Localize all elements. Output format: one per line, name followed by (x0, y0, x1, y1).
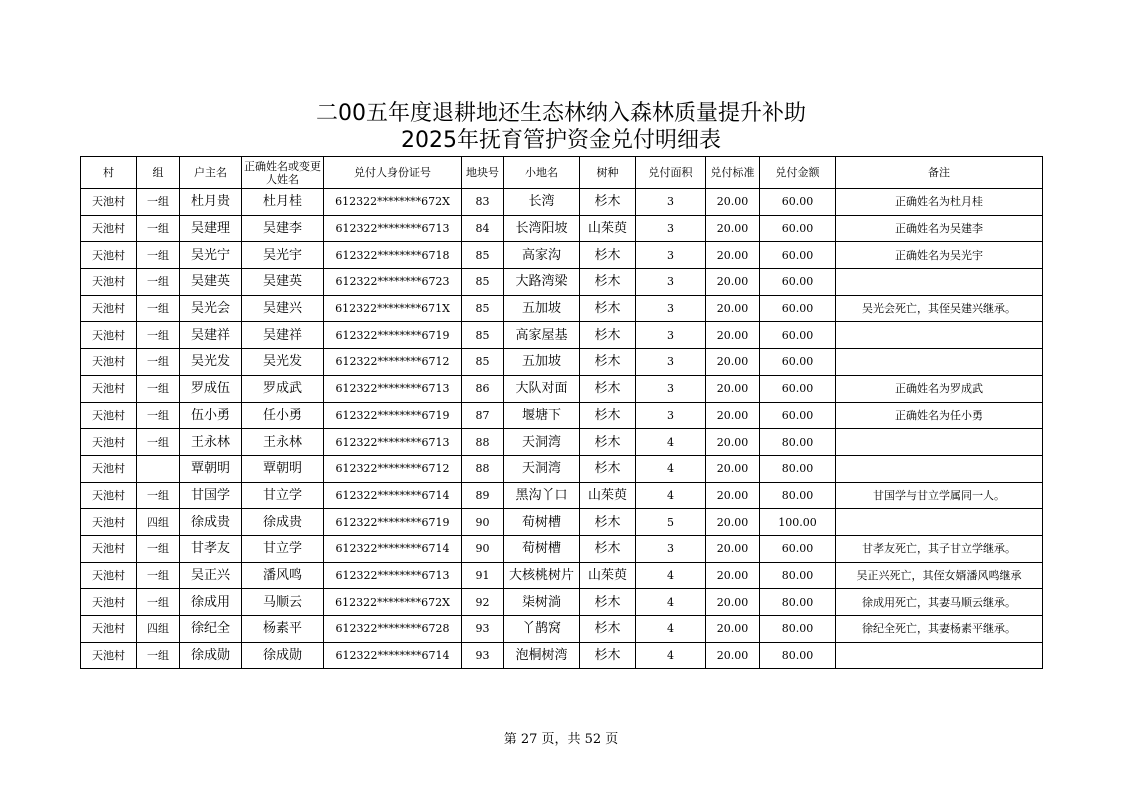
cell-standard: 20.00 (706, 375, 760, 402)
cell-group: 一组 (137, 269, 180, 296)
cell-plot-number: 92 (462, 589, 504, 616)
cell-tree-species: 杉木 (580, 189, 636, 216)
cell-amount: 80.00 (760, 562, 836, 589)
payment-table (80, 156, 1043, 669)
table-row (81, 322, 1043, 349)
cell-place-name: 天洞湾 (504, 429, 580, 456)
cell-standard: 20.00 (706, 402, 760, 429)
cell-village: 天池村 (81, 402, 137, 429)
cell-place-name: 堰塘下 (504, 402, 580, 429)
cell-householder: 甘孝友 (180, 535, 242, 562)
cell-tree-species: 山茱萸 (580, 482, 636, 509)
cell-householder: 罗成伍 (180, 375, 242, 402)
cell-area: 4 (636, 642, 706, 669)
cell-group: 一组 (137, 322, 180, 349)
cell-area: 3 (636, 402, 706, 429)
cell-village: 天池村 (81, 189, 137, 216)
cell-place-name: 天洞湾 (504, 455, 580, 482)
page-number: 第 27 页，共 52 页 (503, 732, 619, 747)
cell-place-name: 长湾阳坡 (504, 215, 580, 242)
cell-village: 天池村 (81, 642, 137, 669)
cell-place-name: 大核桃树片 (504, 562, 580, 589)
col-header-id-number: 兑付人身份证号 (324, 157, 462, 189)
cell-id-number: 612322********6719 (324, 509, 462, 536)
cell-tree-species: 杉木 (580, 295, 636, 322)
cell-remarks (836, 322, 1043, 349)
cell-standard: 20.00 (706, 215, 760, 242)
cell-place-name: 荀树槽 (504, 509, 580, 536)
cell-tree-species: 杉木 (580, 429, 636, 456)
cell-village: 天池村 (81, 269, 137, 296)
cell-tree-species: 杉木 (580, 509, 636, 536)
cell-remarks: 正确姓名为任小勇 (836, 402, 1043, 429)
cell-householder: 吴建祥 (180, 322, 242, 349)
cell-correct-name: 杜月桂 (242, 189, 324, 216)
cell-amount: 80.00 (760, 642, 836, 669)
table-row (81, 589, 1043, 616)
cell-area: 3 (636, 295, 706, 322)
cell-standard: 20.00 (706, 295, 760, 322)
cell-householder: 徐纪全 (180, 616, 242, 643)
cell-group: 一组 (137, 429, 180, 456)
table-row (81, 509, 1043, 536)
cell-village: 天池村 (81, 482, 137, 509)
cell-id-number: 612322********6713 (324, 215, 462, 242)
cell-standard: 20.00 (706, 535, 760, 562)
cell-id-number: 612322********6714 (324, 535, 462, 562)
cell-village: 天池村 (81, 616, 137, 643)
cell-area: 3 (636, 322, 706, 349)
cell-group: 一组 (137, 375, 180, 402)
table-row (81, 616, 1043, 643)
table-row (81, 429, 1043, 456)
cell-place-name: 柒树淌 (504, 589, 580, 616)
col-header-standard: 兑付标准 (706, 157, 760, 189)
cell-area: 3 (636, 535, 706, 562)
cell-remarks (836, 642, 1043, 669)
cell-remarks (836, 429, 1043, 456)
cell-householder: 吴建英 (180, 269, 242, 296)
cell-area: 4 (636, 616, 706, 643)
cell-standard: 20.00 (706, 242, 760, 269)
cell-amount: 80.00 (760, 455, 836, 482)
table-row (81, 189, 1043, 216)
cell-correct-name: 马顺云 (242, 589, 324, 616)
cell-tree-species: 杉木 (580, 402, 636, 429)
cell-group: 一组 (137, 215, 180, 242)
cell-village: 天池村 (81, 375, 137, 402)
cell-plot-number: 85 (462, 269, 504, 296)
col-header-correct-name: 正确姓名或变更人姓名 (242, 157, 324, 189)
table-row (81, 562, 1043, 589)
cell-standard: 20.00 (706, 322, 760, 349)
cell-village: 天池村 (81, 295, 137, 322)
cell-group: 一组 (137, 349, 180, 376)
cell-tree-species: 杉木 (580, 269, 636, 296)
cell-plot-number: 83 (462, 189, 504, 216)
col-header-tree-species: 树种 (580, 157, 636, 189)
cell-id-number: 612322********6712 (324, 455, 462, 482)
cell-amount: 60.00 (760, 535, 836, 562)
title-line-1: 二00五年度退耕地还生态林纳入森林质量提升补助 (316, 101, 806, 126)
cell-tree-species: 杉木 (580, 616, 636, 643)
col-header-village: 村 (81, 157, 137, 189)
col-header-group: 组 (137, 157, 180, 189)
cell-group: 一组 (137, 295, 180, 322)
cell-group: 一组 (137, 189, 180, 216)
cell-plot-number: 89 (462, 482, 504, 509)
cell-area: 4 (636, 482, 706, 509)
cell-remarks: 甘孝友死亡，其子甘立学继承。 (836, 535, 1043, 562)
cell-householder: 徐成勋 (180, 642, 242, 669)
cell-plot-number: 90 (462, 535, 504, 562)
cell-householder: 徐成贵 (180, 509, 242, 536)
cell-tree-species: 杉木 (580, 322, 636, 349)
cell-remarks (836, 509, 1043, 536)
cell-remarks: 正确姓名为吴光宇 (836, 242, 1043, 269)
cell-village: 天池村 (81, 242, 137, 269)
cell-householder: 徐成用 (180, 589, 242, 616)
cell-group: 一组 (137, 642, 180, 669)
cell-amount: 80.00 (760, 429, 836, 456)
table-header-row (81, 157, 1043, 189)
col-header-place-name: 小地名 (504, 157, 580, 189)
cell-correct-name: 吴建兴 (242, 295, 324, 322)
col-header-amount: 兑付金额 (760, 157, 836, 189)
cell-correct-name: 徐成贵 (242, 509, 324, 536)
cell-place-name: 五加坡 (504, 295, 580, 322)
cell-correct-name: 王永林 (242, 429, 324, 456)
cell-remarks (836, 349, 1043, 376)
cell-place-name: 黑沟丫口 (504, 482, 580, 509)
cell-correct-name: 甘立学 (242, 482, 324, 509)
table-row (81, 642, 1043, 669)
col-header-plot-number: 地块号 (462, 157, 504, 189)
cell-standard: 20.00 (706, 269, 760, 296)
cell-amount: 60.00 (760, 295, 836, 322)
cell-village: 天池村 (81, 215, 137, 242)
cell-plot-number: 88 (462, 455, 504, 482)
title-line-2: 2025年抚育管护资金兑付明细表 (401, 128, 721, 153)
cell-tree-species: 杉木 (580, 375, 636, 402)
cell-remarks: 甘国学与甘立学属同一人。 (836, 482, 1043, 509)
cell-correct-name: 任小勇 (242, 402, 324, 429)
cell-group (137, 455, 180, 482)
cell-householder: 吴光会 (180, 295, 242, 322)
cell-amount: 60.00 (760, 215, 836, 242)
cell-group: 一组 (137, 562, 180, 589)
cell-group: 四组 (137, 509, 180, 536)
cell-remarks: 吴光会死亡，其侄吴建兴继承。 (836, 295, 1043, 322)
cell-plot-number: 86 (462, 375, 504, 402)
cell-id-number: 612322********672X (324, 189, 462, 216)
cell-plot-number: 91 (462, 562, 504, 589)
cell-plot-number: 85 (462, 349, 504, 376)
col-header-householder: 户主名 (180, 157, 242, 189)
cell-amount: 80.00 (760, 589, 836, 616)
cell-id-number: 612322********6712 (324, 349, 462, 376)
cell-amount: 60.00 (760, 189, 836, 216)
cell-remarks: 徐成用死亡，其妻马顺云继承。 (836, 589, 1043, 616)
cell-group: 一组 (137, 242, 180, 269)
table-row (81, 402, 1043, 429)
cell-amount: 80.00 (760, 482, 836, 509)
cell-id-number: 612322********6723 (324, 269, 462, 296)
cell-householder: 王永林 (180, 429, 242, 456)
cell-village: 天池村 (81, 349, 137, 376)
cell-amount: 80.00 (760, 616, 836, 643)
cell-householder: 吴建理 (180, 215, 242, 242)
cell-plot-number: 85 (462, 242, 504, 269)
cell-remarks: 正确姓名为吴建李 (836, 215, 1043, 242)
cell-area: 4 (636, 429, 706, 456)
cell-village: 天池村 (81, 322, 137, 349)
cell-householder: 吴光宁 (180, 242, 242, 269)
cell-group: 一组 (137, 402, 180, 429)
cell-householder: 覃朝明 (180, 455, 242, 482)
cell-place-name: 泡桐树湾 (504, 642, 580, 669)
cell-area: 3 (636, 215, 706, 242)
cell-plot-number: 93 (462, 642, 504, 669)
cell-id-number: 612322********6719 (324, 402, 462, 429)
cell-remarks (836, 455, 1043, 482)
cell-group: 一组 (137, 535, 180, 562)
cell-tree-species: 杉木 (580, 535, 636, 562)
cell-correct-name: 覃朝明 (242, 455, 324, 482)
cell-plot-number: 84 (462, 215, 504, 242)
cell-area: 3 (636, 189, 706, 216)
cell-standard: 20.00 (706, 189, 760, 216)
cell-area: 3 (636, 242, 706, 269)
cell-place-name: 丫鹊窝 (504, 616, 580, 643)
cell-standard: 20.00 (706, 455, 760, 482)
cell-amount: 100.00 (760, 509, 836, 536)
cell-plot-number: 85 (462, 295, 504, 322)
cell-standard: 20.00 (706, 616, 760, 643)
cell-householder: 吴光发 (180, 349, 242, 376)
cell-plot-number: 93 (462, 616, 504, 643)
cell-correct-name: 杨素平 (242, 616, 324, 643)
cell-place-name: 大路湾梁 (504, 269, 580, 296)
cell-correct-name: 甘立学 (242, 535, 324, 562)
cell-standard: 20.00 (706, 509, 760, 536)
table-row (81, 482, 1043, 509)
cell-remarks: 正确姓名为罗成武 (836, 375, 1043, 402)
cell-standard: 20.00 (706, 349, 760, 376)
cell-standard: 20.00 (706, 482, 760, 509)
table-row (81, 242, 1043, 269)
cell-place-name: 荀树槽 (504, 535, 580, 562)
cell-amount: 60.00 (760, 349, 836, 376)
cell-plot-number: 90 (462, 509, 504, 536)
cell-amount: 60.00 (760, 242, 836, 269)
cell-standard: 20.00 (706, 589, 760, 616)
cell-village: 天池村 (81, 509, 137, 536)
cell-group: 一组 (137, 589, 180, 616)
cell-tree-species: 杉木 (580, 242, 636, 269)
cell-place-name: 五加坡 (504, 349, 580, 376)
cell-id-number: 612322********6713 (324, 375, 462, 402)
cell-village: 天池村 (81, 562, 137, 589)
cell-remarks: 徐纪全死亡，其妻杨素平继承。 (836, 616, 1043, 643)
cell-area: 4 (636, 562, 706, 589)
cell-amount: 60.00 (760, 322, 836, 349)
cell-place-name: 大队对面 (504, 375, 580, 402)
cell-id-number: 612322********672X (324, 589, 462, 616)
cell-correct-name: 吴建李 (242, 215, 324, 242)
cell-id-number: 612322********6714 (324, 642, 462, 669)
cell-id-number: 612322********6713 (324, 429, 462, 456)
cell-amount: 60.00 (760, 402, 836, 429)
cell-correct-name: 罗成武 (242, 375, 324, 402)
cell-correct-name: 吴光宇 (242, 242, 324, 269)
cell-standard: 20.00 (706, 562, 760, 589)
cell-area: 5 (636, 509, 706, 536)
cell-remarks: 吴正兴死亡，其侄女婿潘风鸣继承 (836, 562, 1043, 589)
cell-householder: 伍小勇 (180, 402, 242, 429)
cell-tree-species: 山茱萸 (580, 215, 636, 242)
cell-village: 天池村 (81, 535, 137, 562)
cell-group: 四组 (137, 616, 180, 643)
table-row (81, 295, 1043, 322)
cell-village: 天池村 (81, 429, 137, 456)
col-header-area: 兑付面积 (636, 157, 706, 189)
cell-area: 3 (636, 375, 706, 402)
cell-tree-species: 杉木 (580, 589, 636, 616)
cell-id-number: 612322********6719 (324, 322, 462, 349)
table-row (81, 535, 1043, 562)
cell-correct-name: 吴建祥 (242, 322, 324, 349)
cell-place-name: 高家屋基 (504, 322, 580, 349)
cell-village: 天池村 (81, 589, 137, 616)
cell-tree-species: 山茱萸 (580, 562, 636, 589)
cell-area: 4 (636, 455, 706, 482)
table-row (81, 455, 1043, 482)
cell-amount: 60.00 (760, 375, 836, 402)
cell-householder: 吴正兴 (180, 562, 242, 589)
cell-id-number: 612322********6718 (324, 242, 462, 269)
cell-place-name: 高家沟 (504, 242, 580, 269)
cell-remarks: 正确姓名为杜月桂 (836, 189, 1043, 216)
col-header-remarks: 备注 (836, 157, 1043, 189)
cell-plot-number: 85 (462, 322, 504, 349)
cell-householder: 甘国学 (180, 482, 242, 509)
cell-correct-name: 吴建英 (242, 269, 324, 296)
cell-id-number: 612322********6714 (324, 482, 462, 509)
cell-id-number: 612322********6713 (324, 562, 462, 589)
cell-householder: 杜月贵 (180, 189, 242, 216)
cell-tree-species: 杉木 (580, 642, 636, 669)
cell-id-number: 612322********6728 (324, 616, 462, 643)
cell-correct-name: 潘风鸣 (242, 562, 324, 589)
cell-plot-number: 88 (462, 429, 504, 456)
cell-area: 3 (636, 269, 706, 296)
cell-amount: 60.00 (760, 269, 836, 296)
cell-correct-name: 吴光发 (242, 349, 324, 376)
cell-tree-species: 杉木 (580, 455, 636, 482)
table-row (81, 349, 1043, 376)
cell-standard: 20.00 (706, 429, 760, 456)
cell-correct-name: 徐成勋 (242, 642, 324, 669)
cell-village: 天池村 (81, 455, 137, 482)
cell-tree-species: 杉木 (580, 349, 636, 376)
table-row (81, 375, 1043, 402)
cell-group: 一组 (137, 482, 180, 509)
cell-place-name: 长湾 (504, 189, 580, 216)
table-row (81, 269, 1043, 296)
cell-id-number: 612322********671X (324, 295, 462, 322)
cell-remarks (836, 269, 1043, 296)
table-row (81, 215, 1043, 242)
cell-area: 3 (636, 349, 706, 376)
cell-area: 4 (636, 589, 706, 616)
cell-standard: 20.00 (706, 642, 760, 669)
cell-plot-number: 87 (462, 402, 504, 429)
